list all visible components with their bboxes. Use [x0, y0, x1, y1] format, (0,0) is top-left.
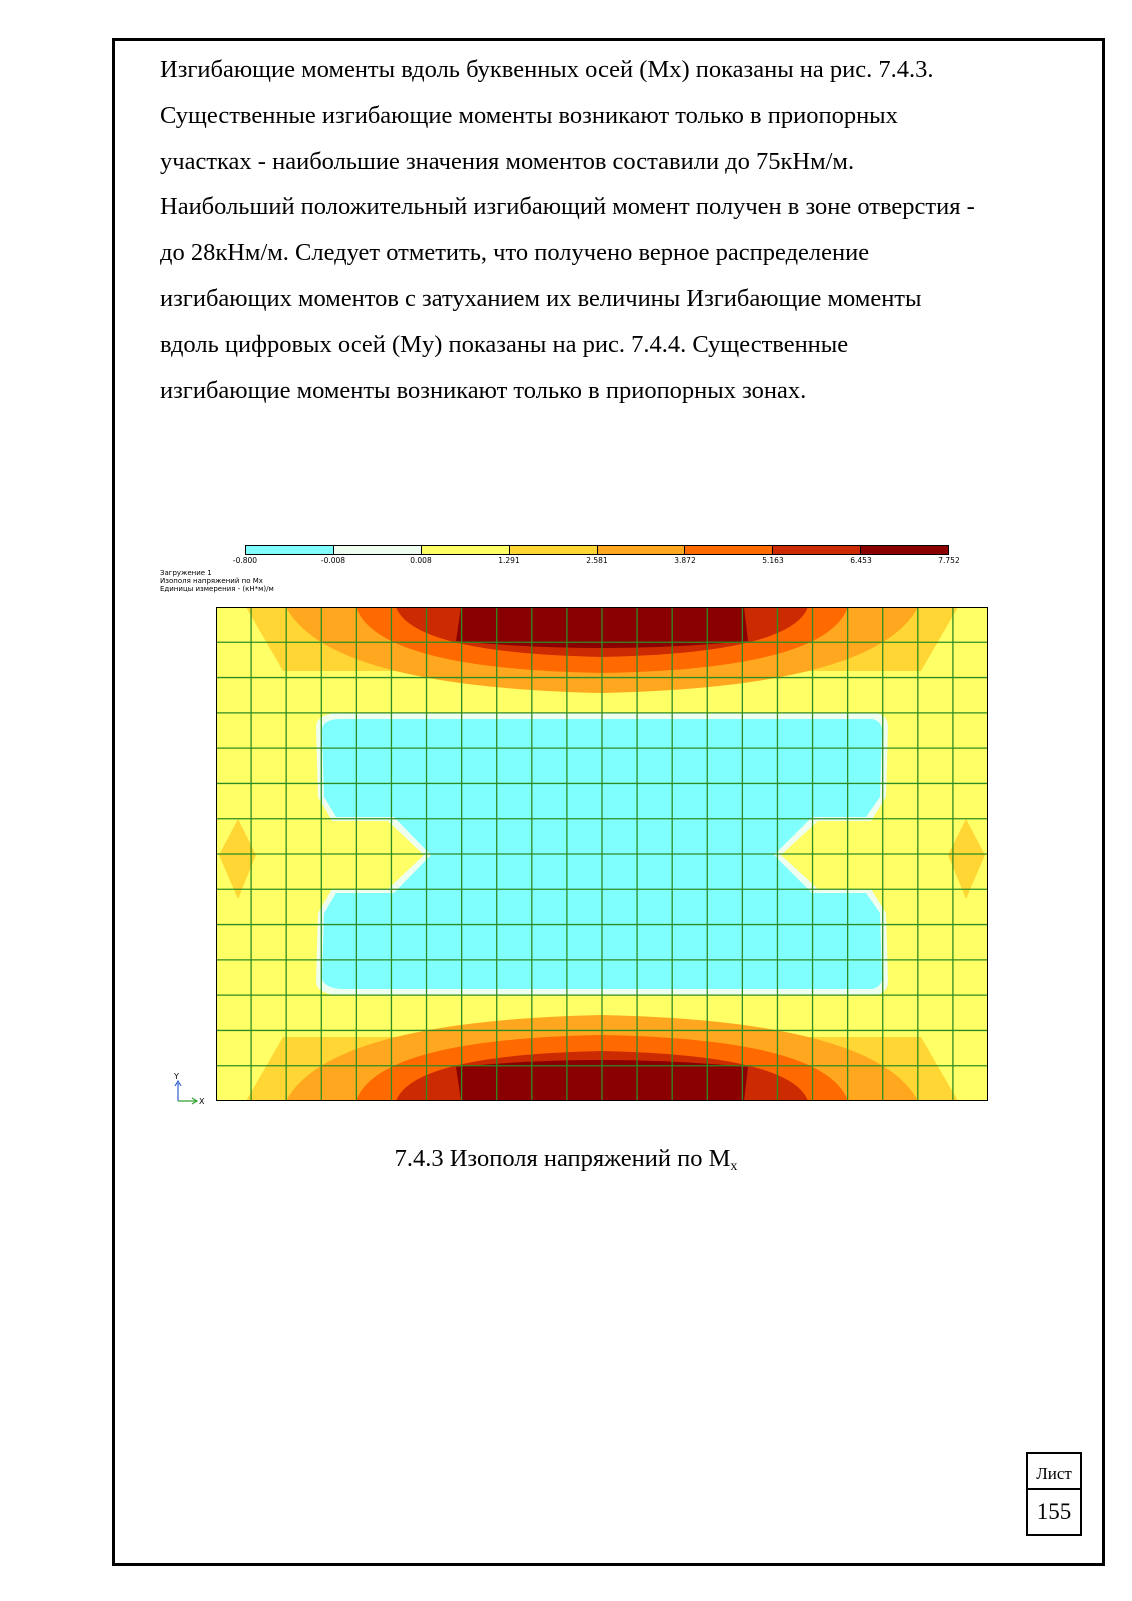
- text-line: изгибающих моментов с затуханием их величины Изгибающие моменты: [160, 284, 922, 312]
- plot-info: [160, 569, 274, 593]
- text-line: Изгибающие моменты вдоль буквенных осей (Mx) показаны на рис. 7.4.3.: [160, 56, 934, 83]
- info-units: Единицы измерения - (кН*м)/м: [160, 585, 274, 593]
- legend-tick-label: 5.163: [762, 556, 784, 565]
- caption-subscript: x: [730, 1159, 738, 1174]
- legend-swatch: [861, 546, 948, 554]
- legend-swatch: [685, 546, 773, 554]
- info-field-name: Изополя напряжений по Mx: [160, 577, 263, 585]
- color-legend-bar: [245, 545, 949, 555]
- legend-tick-label: 3.872: [674, 556, 696, 565]
- contour-plot: [216, 607, 988, 1101]
- info-load-case: Загружение 1: [160, 569, 212, 577]
- sheet-number: 155: [1036, 1499, 1072, 1524]
- legend-swatch: [334, 546, 422, 554]
- text-line: изгибающие моменты возникают только в приопорных зонах.: [160, 376, 807, 404]
- caption-main: 7.4.3 Изополя напряжений по M: [394, 1145, 731, 1172]
- text-line: участках - наибольшие значения моментов составили до 75кНм/м.: [160, 147, 855, 175]
- sheet-label: Лист: [1028, 1454, 1080, 1490]
- legend-tick-label: 7.752: [938, 556, 960, 565]
- legend-swatch: [246, 546, 334, 554]
- axis-indicator: [170, 1073, 210, 1105]
- legend-swatch: [773, 546, 861, 554]
- legend-tick-label: -0.800: [232, 556, 258, 565]
- x-axis-label: X: [199, 1097, 205, 1105]
- legend-tick-label: 6.453: [850, 556, 872, 565]
- legend-swatch: [510, 546, 598, 554]
- figure-caption: [0, 1145, 1132, 1175]
- legend-tick-label: -0.008: [320, 556, 346, 565]
- legend-swatch: [598, 546, 686, 554]
- text-line: Существенные изгибающие моменты возникают только в приопорных: [160, 101, 898, 129]
- sheet-stamp: [1026, 1452, 1082, 1536]
- text-line: Наибольший положительный изгибающий момент получен в зоне отверстия -: [160, 193, 975, 221]
- text-line: вдоль цифровых осей (My) показаны на рис. 7.4.4. Существенные: [160, 330, 849, 358]
- y-axis-label: Y: [174, 1073, 179, 1081]
- color-legend-ticks: [232, 556, 960, 568]
- text-line: до 28кНм/м. Следует отметить, что получено верное распределение: [160, 239, 870, 267]
- legend-tick-label: 1.291: [498, 556, 520, 565]
- legend-tick-label: 2.581: [586, 556, 608, 565]
- isofield-figure: [160, 545, 1020, 1135]
- body-paragraph: [160, 47, 1060, 413]
- legend-swatch: [422, 546, 510, 554]
- legend-tick-label: 0.008: [410, 556, 432, 565]
